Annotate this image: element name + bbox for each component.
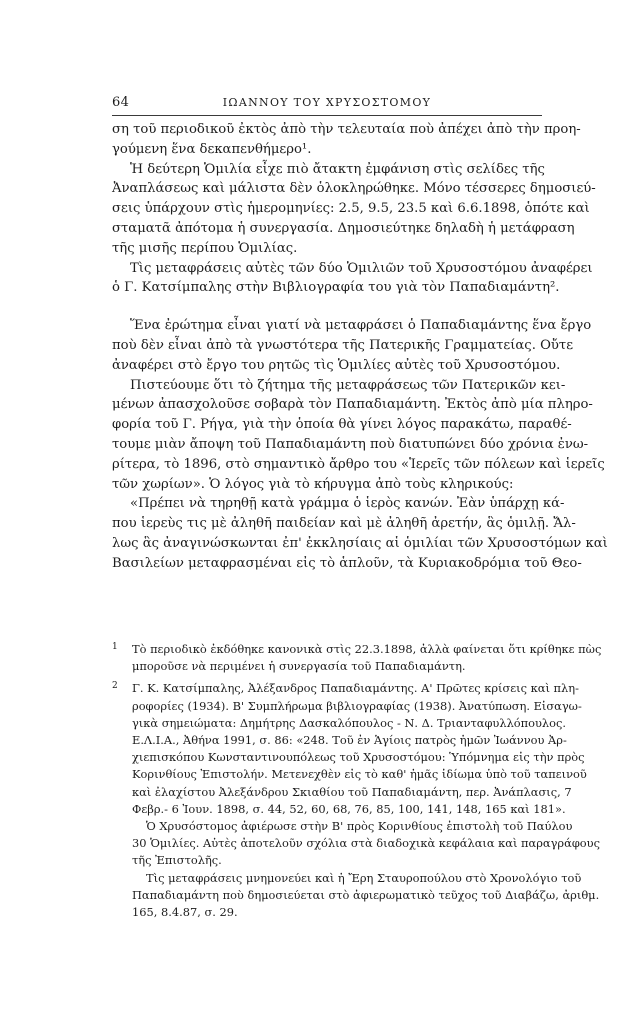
- footnotes: [112, 641, 602, 926]
- running-head-title: ΙΩΑΝΝΟΥ ΤΟΥ ΧΡΥΣΟΣΤΟΜΟΥ: [222, 96, 432, 109]
- footnote-continuation: [112, 818, 600, 870]
- footnote-line: χιεπισκόπου Κωνσταντινουπόλεως τοῦ Χρυσοστόμου: Ὑπόμνημα εἰς τὴν πρὸς: [132, 750, 585, 765]
- main-text: [112, 120, 608, 574]
- text-line: γούμενη ἕνα δεκαπενθήμερο¹.: [112, 141, 312, 157]
- text-line: ποὺ δὲν εἶναι ἀπὸ τὰ γνωστότερα τῆς Πατερικῆς Γραμματείας. Οὔτε: [112, 337, 574, 353]
- text-line: λως ἃς ἀναγινώσκωνται ἐπ' ἐκκλησίαις αἱ ὁμιλίαι τῶν Χρυσοστόμων καὶ: [112, 535, 608, 551]
- text-line: ση τοῦ περιοδικοῦ ἐκτὸς ἀπὸ τὴν τελευταία ποὺ ἀπέχει ἀπὸ τὴν προη-: [112, 122, 581, 137]
- footnote-line: γικὰ σημειώματα: Δημήτρης Δασκαλόπουλος - Ν. Δ. Τριανταφυλλόπουλος.: [132, 715, 566, 730]
- text-line: Βασιλείων μεταφρασμέναι εἰς τὸ ἁπλοῦν, τὰ Κυριακοδρόμια τοῦ Θεο-: [112, 555, 582, 571]
- paragraph: [112, 160, 596, 259]
- footnote-text: [112, 680, 587, 818]
- footnote-line: Παπαδιαμάντη ποὺ δημοσιεύεται στὸ ἀφιερωματικὸ τεῦχος τοῦ Διαβάζω, ἀριθμ.: [132, 887, 600, 902]
- text-line: τουμε μιὰν ἄποψη τοῦ Παπαδιαμάντη ποὺ διατυπώνει δύο χρόνια ἐνω-: [112, 436, 589, 452]
- paragraph: [112, 259, 593, 299]
- footnote-line: μποροῦσε νὰ περιμένει ἡ συνεργασία τοῦ Παπαδιαμάντη.: [132, 659, 466, 674]
- footnote-text: [112, 641, 602, 675]
- text-line: Τὶς μεταφράσεις αὐτὲς τῶν δύο Ὁμιλιῶν τοῦ Χρυσοστόμου ἀναφέρει: [130, 260, 593, 276]
- text-line: τῆς μισῆς περίπου Ὁμιλίας.: [112, 240, 298, 256]
- text-line: σεις ὑπάρχουν στὶς ἡμερομηνίες: 2.5, 9.5, 23.5 καὶ 6.6.1898, ὁπότε καὶ: [112, 201, 590, 217]
- footnote-line: Τὶς μεταφράσεις μνημονεύει καὶ ἡ Ἔρη Σταυροπούλου στὸ Χρονολόγιο τοῦ: [146, 870, 582, 885]
- page-number: 64: [112, 95, 130, 110]
- footnote-line: 30 Ὁμιλίες. Αὐτὲς ἀποτελοῦν σχόλια στὰ διαδοχικὰ κεφάλαια καὶ παραγράφους: [132, 836, 600, 851]
- footnote-line: καὶ ἐλαχίστου Ἀλεξάνδρου Σκιαθίου τοῦ Παπαδιαμάντη, περ. Ἀνάπλασις, 7: [132, 784, 572, 799]
- text-line: φορία τοῦ Γ. Ρήγα, γιὰ τὴν ὁποία θὰ γίνει λόγος παρακάτω, παραθέ-: [112, 417, 572, 433]
- footnote-1: [112, 641, 602, 675]
- footnote-2: [112, 680, 600, 921]
- footnote-line: Γ. Κ. Κατσίμπαλης, Ἀλέξανδρος Παπαδιαμάντης. Α' Πρῶτες κρίσεις καὶ πλη-: [132, 681, 579, 696]
- footnote-line: Ὁ Χρυσόστομος ἀφιέρωσε στὴν Β' πρὸς Κορινθίους ἐπιστολὴ τοῦ Παύλου: [146, 819, 573, 834]
- text-line: ρίτερα, τὸ 1896, στὸ σημαντικὸ ἄρθρο του «Ἱερεῖς τῶν πόλεων καὶ ἱερεῖς: [112, 456, 605, 472]
- paragraph: [112, 120, 581, 160]
- footnote-line: Κορινθίους Ἐπιστολήν. Μετενεχθὲν εἰς τὸ καθ' ἡμᾶς ἰδίωμα ὑπὸ τοῦ ταπεινοῦ: [132, 767, 587, 782]
- footnote-line: τῆς Ἐπιστολῆς.: [132, 853, 222, 868]
- footnote-line: Φεβρ.- 6 Ἰουν. 1898, σ. 44, 52, 60, 68, 76, 85, 100, 141, 148, 165 καὶ 181».: [132, 801, 566, 816]
- footnote-line: Τὸ περιοδικὸ ἐκδόθηκε κανονικὰ στὶς 22.3.1898, ἀλλὰ φαίνεται ὅτι κρίθηκε πὼς: [132, 642, 602, 656]
- text-line: ἀναφέρει στὸ ἔργο του ρητῶς τὶς Ὁμιλίες αὐτὲς τοῦ Χρυσοστόμου.: [112, 357, 561, 373]
- footnote-continuation: [112, 870, 600, 922]
- text-line: Ἕνα ἐρώτημα εἶναι γιατί νὰ μεταφράσει ὁ Παπαδιαμάντης ἕνα ἔργο: [130, 318, 592, 334]
- footnote-line: 165, 8.4.87, σ. 29.: [132, 905, 238, 920]
- paragraph: [112, 376, 605, 495]
- paragraph: [112, 316, 592, 375]
- text-line: Ἀναπλάσεως καὶ μάλιστα δὲν ὁλοκληρώθηκε. Μόνο τέσσερες δημοσιεύ-: [112, 181, 596, 197]
- text-line: σταματᾶ ἀπότομα ἡ συνεργασία. Δημοσιεύτηκε δηλαδὴ ἡ μετάφραση: [112, 220, 575, 236]
- text-line: Πιστεύουμε ὅτι τὸ ζήτημα τῆς μεταφράσεως τῶν Πατερικῶν κει-: [130, 377, 566, 393]
- footnote-line: Ε.Λ.Ι.Α., Ἀθήνα 1991, σ. 86: «248. Τοῦ ἐν Ἁγίοις πατρὸς ἡμῶν Ἰωάννου Ἀρ-: [132, 733, 567, 748]
- text-line: που ἱερεὺς τις μὲ ἀληθῆ παιδείαν καὶ μὲ ἀληθῆ ἀρετήν, ἃς ὁμιλῇ. Ἄλ-: [112, 516, 576, 532]
- text-line: «Πρέπει νὰ τηρηθῇ κατὰ γράμμα ὁ ἱερὸς κανών. Ἐὰν ὑπάρχῃ κά-: [130, 496, 565, 512]
- footnote-marker: 1: [112, 642, 118, 652]
- footnote-marker: 2: [112, 681, 118, 692]
- section-gap: [112, 298, 542, 316]
- header-rule: [112, 115, 542, 116]
- text-line: τῶν χωρίων». Ὁ λόγος γιὰ τὸ κήρυγμα ἀπὸ τοὺς κληρικούς:: [112, 476, 514, 492]
- text-line: ὁ Γ. Κατσίμπαλης στὴν Βιβλιογραφία του γιὰ τὸν Παπαδιαμάντη².: [112, 280, 560, 296]
- running-head: [112, 95, 542, 113]
- text-line: μένων ἀπασχολοῦσε σοβαρὰ τὸν Παπαδιαμάντη. Ἐκτὸς ἀπὸ μία πληρο-: [112, 397, 593, 413]
- quotation-paragraph: [112, 494, 608, 573]
- footnote-line: ροφορίες (1934). Β' Συμπλήρωμα βιβλιογραφίας (1938). Ἀνατύπωση. Εἰσαγω-: [132, 698, 582, 713]
- text-line: Ἡ δεύτερη Ὁμιλία εἶχε πιὸ ἄτακτη ἐμφάνιση στὶς σελίδες τῆς: [130, 161, 545, 177]
